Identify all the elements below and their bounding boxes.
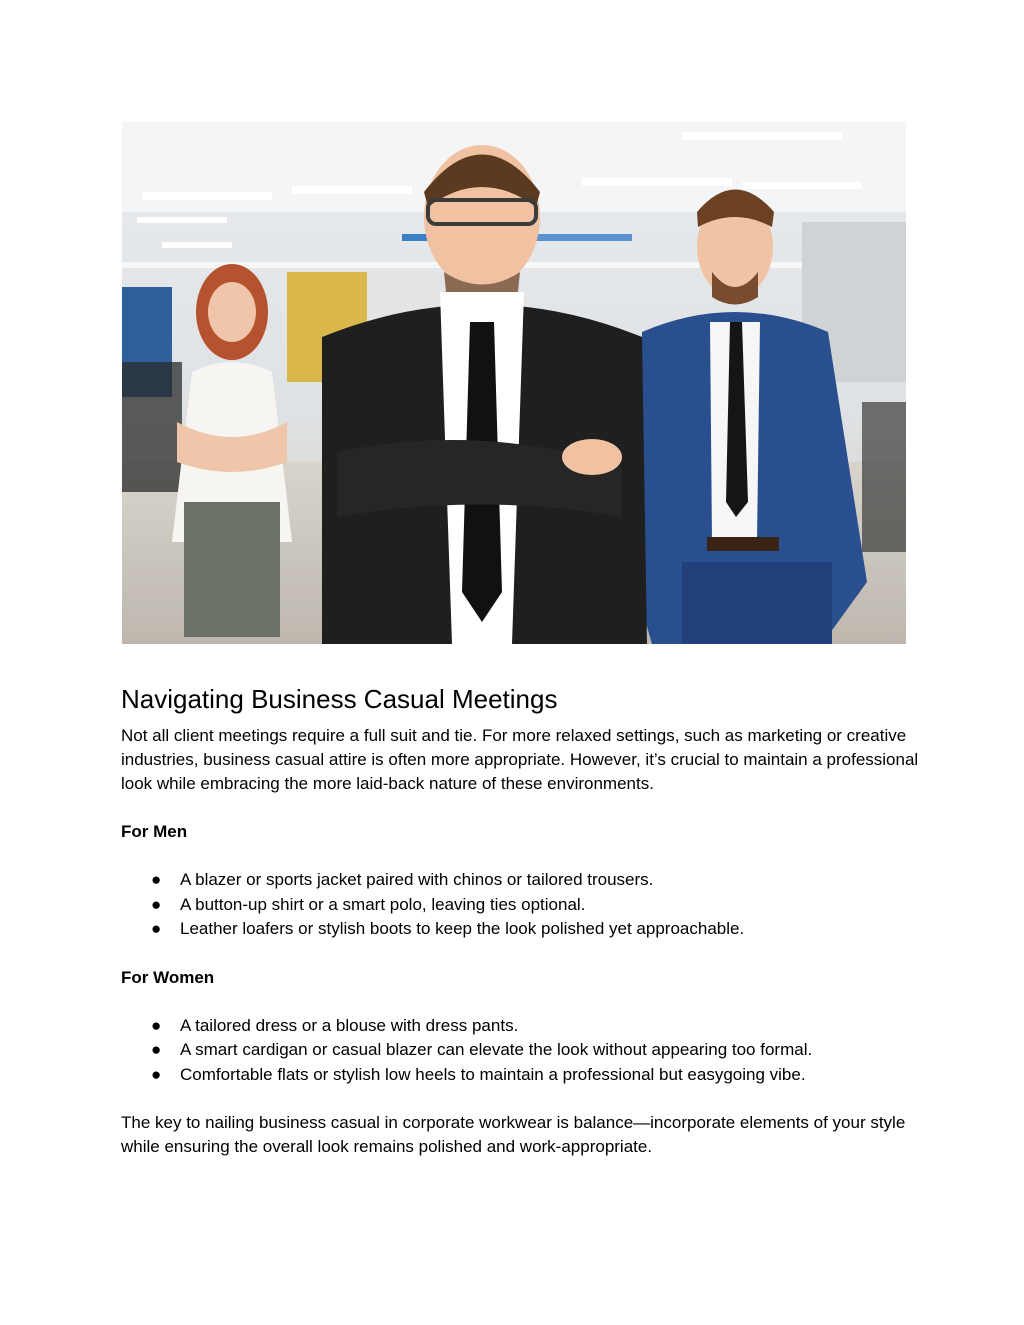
list-item-text: Leather loafers or stylish boots to keep the look polished yet approachable. xyxy=(180,919,745,938)
list-item xyxy=(121,1014,921,1039)
list-item-text: A smart cardigan or casual blazer can elevate the look without appearing too formal. xyxy=(180,1040,813,1059)
women-list xyxy=(121,1014,921,1088)
bullet-icon: ● xyxy=(151,894,162,914)
closing-paragraph: The key to nailing business casual in corporate workwear is balance—incorporate elements of your style while ensuring the overall look remains polished and work-appropriate. xyxy=(121,1113,906,1156)
list-item-text: A blazer or sports jacket paired with chinos or tailored trousers. xyxy=(180,870,654,889)
list-item-text: Comfortable flats or stylish low heels to maintain a professional but easygoing vibe. xyxy=(180,1064,806,1084)
list-item-text: A tailored dress or a blouse with dress pants. xyxy=(180,1015,519,1035)
list-item xyxy=(121,1063,921,1088)
list-item-text: A button-up shirt or a smart polo, leaving ties optional. xyxy=(180,894,586,914)
bullet-icon: ● xyxy=(151,870,162,889)
list-item xyxy=(121,868,921,893)
list-item xyxy=(121,1038,921,1063)
list-item xyxy=(121,917,921,942)
article-body xyxy=(121,680,921,1159)
list-item xyxy=(121,893,921,918)
bullet-icon: ● xyxy=(151,1040,162,1059)
women-section-title: For Women xyxy=(121,967,215,987)
men-section-title: For Men xyxy=(121,822,188,841)
bullet-icon: ● xyxy=(151,919,162,938)
bullet-icon: ● xyxy=(151,1064,162,1084)
article-heading: Navigating Business Casual Meetings xyxy=(121,684,558,714)
men-list xyxy=(121,868,921,942)
bullet-icon: ● xyxy=(151,1015,162,1035)
office-team-photo xyxy=(122,122,906,644)
intro-paragraph: Not all client meetings require a full suit and tie. For more relaxed settings, such as marketing or creative industries, business casual attire is often more appropriate. However, it’s crucial to maintain a professional look while embracing the more laid-back nature of these environments. xyxy=(121,726,919,793)
